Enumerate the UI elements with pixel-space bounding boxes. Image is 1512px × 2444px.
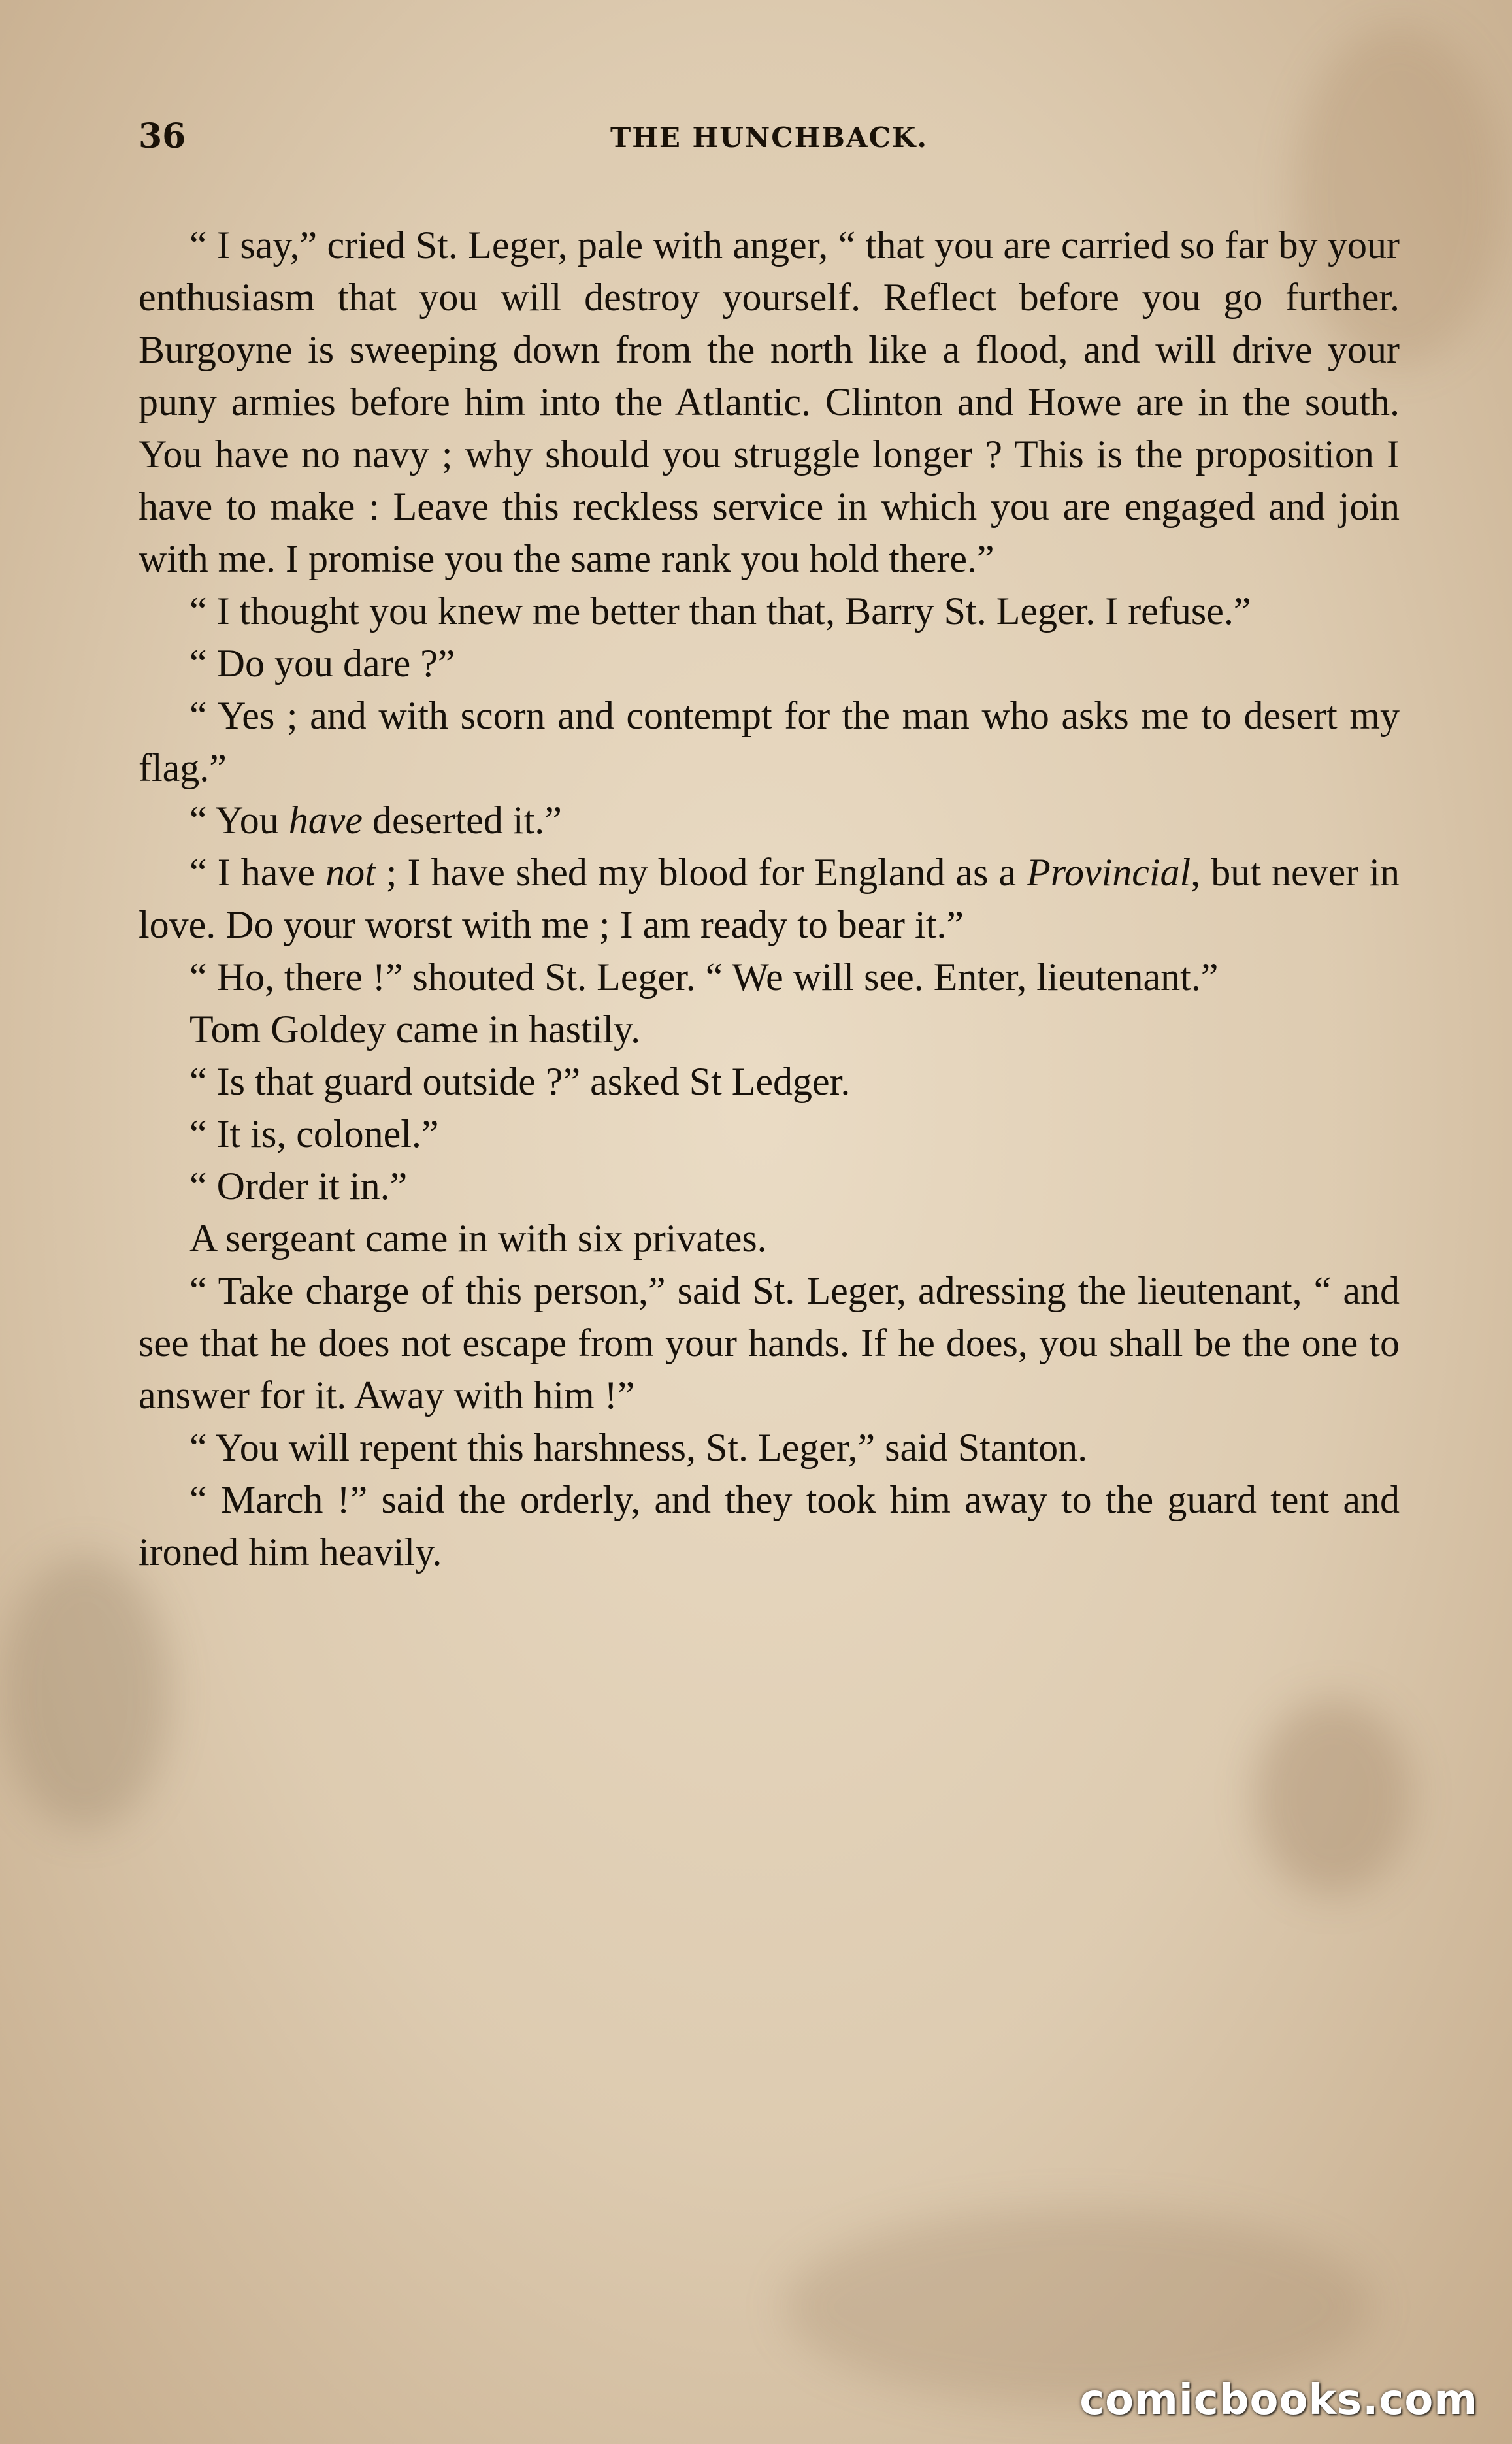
emphasis: Provincial — [1027, 851, 1191, 894]
paragraph: A sergeant came in with six privates. — [189, 1217, 767, 1260]
running-title: THE HUNCHBACK. — [610, 122, 929, 154]
paragraph: “ Do you dare ?” — [189, 642, 455, 685]
paragraph: Tom Goldey came in hastily. — [189, 1008, 641, 1051]
page-header — [139, 116, 1400, 169]
paragraph: “ Yes ; and with scorn and contempt for the man who asks me to desert my flag.” — [139, 694, 1400, 789]
page-number: 36 — [139, 116, 186, 156]
paragraph: “ Ho, there !” shouted St. Leger. “ We will see. Enter, lieutenant.” — [189, 955, 1219, 999]
paragraph: “ I say,” cried St. Leger, pale with anger, “ that you are carried so far by your enthusiasm that you will destroy yourself. Reflect before you go further. Burgoyne is sweeping down from the north like a flood, and will drive your puny armies before him into the Atlantic. Clinton and Howe are in the south. You have no navy ; why should you struggle longer ? This is the proposition I have to make : Leave this reckless service in which you are engaged and join with me. I promise you the same rank you hold there.” — [139, 223, 1400, 580]
paragraph: “ You will repent this harshness, St. Leger,” said Stanton. — [189, 1426, 1088, 1469]
emphasis: not — [325, 851, 376, 894]
site-watermark: comicbooks.com — [1079, 2376, 1478, 2424]
paragraph: “ I have not ; I have shed my blood for England as a Provincial, but never in love. Do your worst with me ; I am ready to bear it.” — [139, 851, 1400, 946]
paper-stain — [1255, 1699, 1411, 1895]
paragraph: “ Order it in.” — [189, 1164, 408, 1208]
paragraph: “ I thought you knew me better than that, Barry St. Leger. I refuse.” — [189, 589, 1251, 633]
paragraph: “ Take charge of this person,” said St. Leger, adressing the lieutenant, “ and see that he does not escape from your hands. If he does, you shall be the one to answer for it. Away with him !” — [139, 1269, 1400, 1417]
emphasis: have — [288, 799, 363, 842]
paragraph: “ You have deserted it.” — [189, 799, 562, 842]
paper-stain — [0, 1555, 170, 1830]
body-text — [139, 219, 1400, 1578]
paragraph: “ It is, colonel.” — [189, 1112, 439, 1155]
paragraph: “ March !” said the orderly, and they took him away to the guard tent and ironed him heavily. — [139, 1478, 1400, 1574]
paper-stain — [784, 2209, 1372, 2405]
paragraph: “ Is that guard outside ?” asked St Ledger. — [189, 1060, 851, 1103]
